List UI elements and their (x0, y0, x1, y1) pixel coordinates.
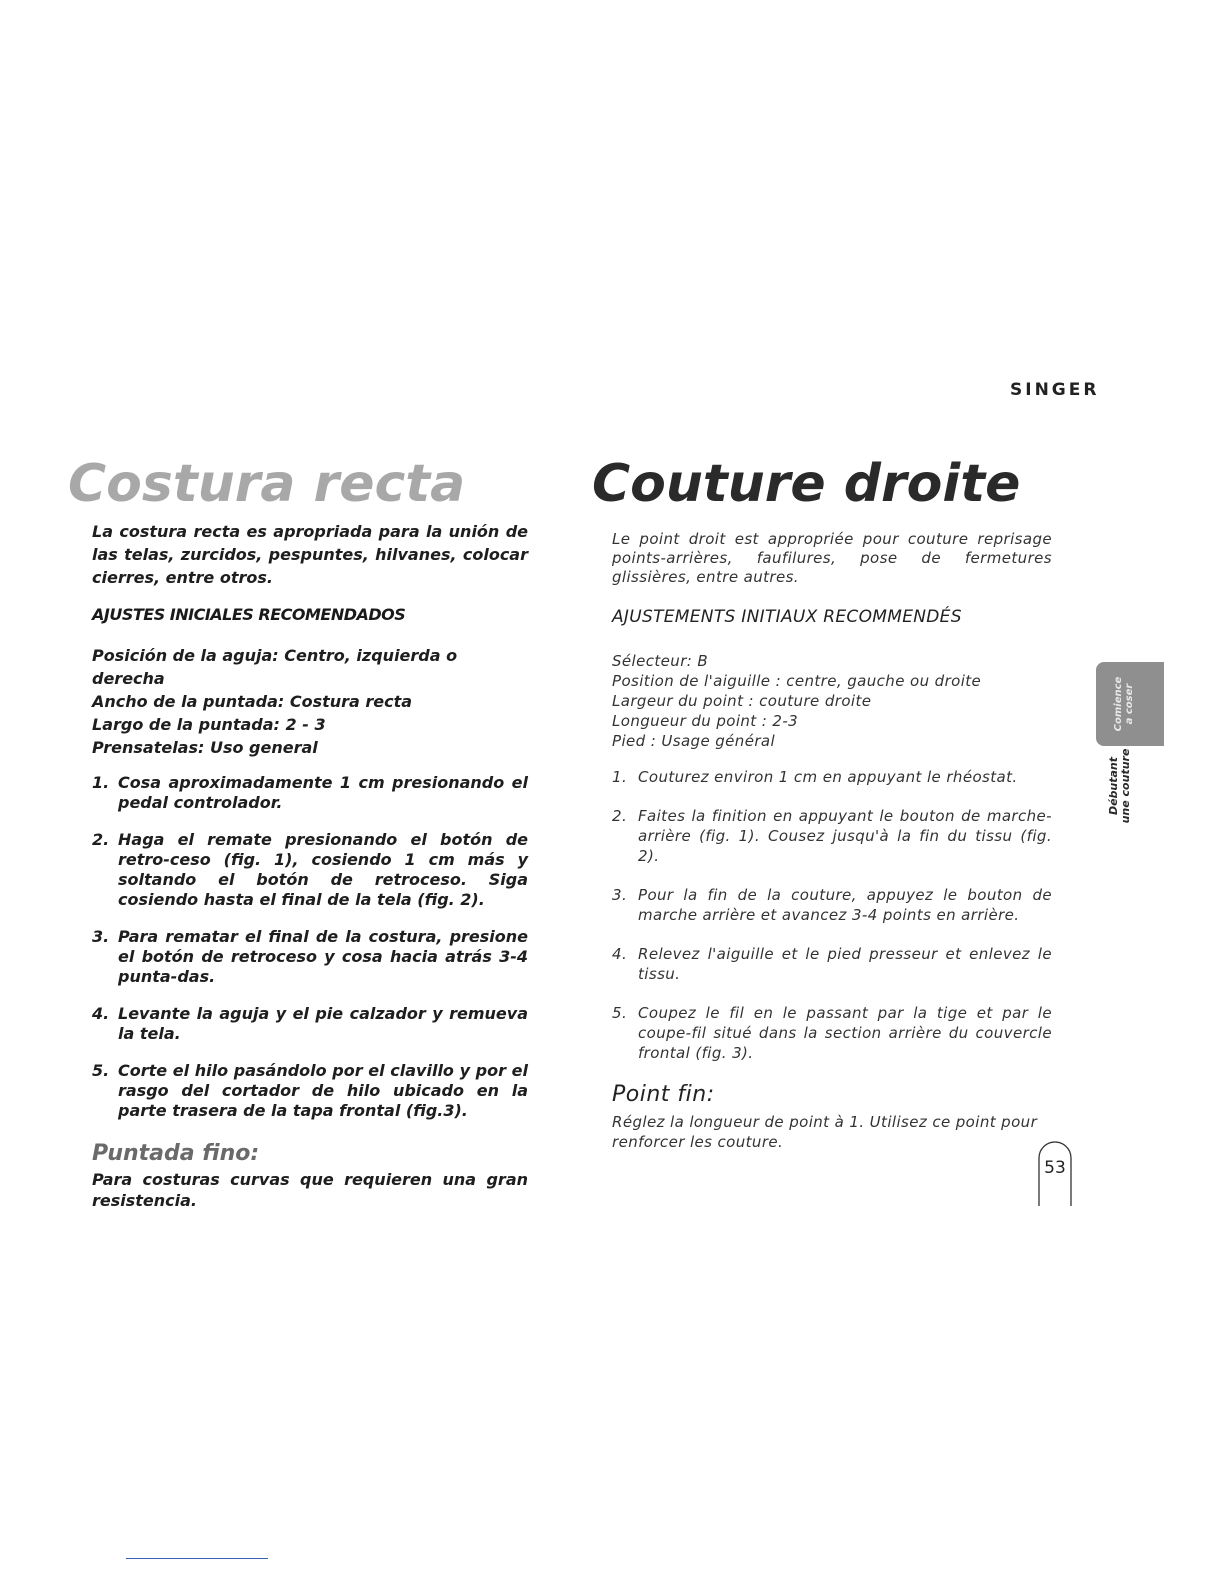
brand-logo: SINGER (1010, 380, 1100, 400)
page-number-badge (1038, 1140, 1072, 1206)
step-number: 3. (92, 927, 110, 946)
step-number: 4. (92, 1004, 110, 1023)
section-tab[interactable] (1096, 662, 1164, 746)
setting-item: Sélecteur: B (612, 652, 709, 670)
french-title: Couture droite (592, 454, 1021, 514)
step-text: Couturez environ 1 cm en appuyant le rhéostat. (638, 768, 1018, 786)
french-paragraph-2: Réglez la longueur de point à 1. Utilisez ce point pour renforcer les couture. (612, 1113, 1038, 1151)
step-item (612, 885, 1052, 925)
french-settings-heading: AJUSTEMENTS INITIAUX RECOMMENDÉS (612, 607, 962, 627)
spanish-subheading-2: Puntada fino: (92, 1141, 260, 1166)
setting-item: Largo de la puntada: 2 - 3 (92, 715, 326, 734)
spanish-intro: La costura recta es apropriada para la unión de las telas, zurcidos, pespuntes, hilvanes, colocar cierres, entre otros. (92, 522, 528, 587)
step-text: Levante la aguja y el pie calzador y remueva la tela. (118, 1004, 528, 1043)
step-text: Cosa aproximadamente 1 cm presionando el pedal controlador. (118, 773, 528, 812)
step-item (92, 1004, 528, 1044)
spanish-title: Costura recta (68, 454, 466, 514)
step-number: 1. (612, 768, 628, 786)
french-column (592, 448, 1052, 1152)
section-tab-label: Comience a coser (1113, 676, 1135, 732)
spanish-column (68, 448, 528, 1211)
setting-item: Position de l'aiguille : centre, gauche ou droite (612, 672, 982, 690)
setting-item: Ancho de la puntada: Costura recta (92, 692, 413, 711)
step-number: 5. (92, 1061, 110, 1080)
step-item (92, 830, 528, 910)
setting-item: Longueur du point : 2-3 (612, 712, 799, 730)
french-body (592, 530, 1052, 1152)
spanish-settings-list (92, 644, 528, 759)
spanish-settings-heading: AJUSTES INICIALES RECOMENDADOS (92, 605, 406, 624)
step-text: Corte el hilo pasándolo por el clavillo y por el rasgo del cortador de hilo ubicado en la parte trasera de la tapa frontal (fig.3). (118, 1061, 528, 1120)
step-text: Relevez l'aiguille et le pied presseur et enlevez le tissu. (638, 945, 1052, 983)
setting-item: Pied : Usage général (612, 732, 776, 750)
french-steps-list (612, 767, 1052, 1063)
bottom-rule (126, 1558, 268, 1559)
step-number: 5. (612, 1004, 628, 1022)
step-item (92, 1061, 528, 1121)
step-item (612, 1003, 1052, 1063)
french-subheading-2: Point fin: (612, 1082, 715, 1107)
step-number: 2. (612, 807, 628, 825)
step-number: 2. (92, 830, 110, 849)
setting-item: Posición de la aguja: Centro, izquierda o derecha (92, 646, 458, 688)
step-item (92, 927, 528, 987)
step-number: 1. (92, 773, 110, 792)
step-item (612, 806, 1052, 866)
french-intro: Le point droit est appropriée pour couture reprisage points-arrières, faufilures, pose de fermetures glissières, entre autres. (612, 530, 1052, 586)
step-item (612, 944, 1052, 984)
step-text: Faites la finition en appuyant le bouton de marche-arrière (fig. 1). Cousez jusqu'à la fin du tissu (fig. 2). (638, 807, 1052, 865)
setting-item: Largeur du point : couture droite (612, 692, 872, 710)
setting-item: Prensatelas: Uso general (92, 738, 318, 757)
spanish-paragraph-2: Para costuras curvas que requieren una gran resistencia. (92, 1170, 528, 1210)
step-text: Pour la fin de la couture, appuyez le bouton de marche arrière et avancez 3-4 points en arrière. (638, 886, 1052, 924)
step-text: Coupez le fil en le passant par la tige et par le coupe-fil situé dans la section arrière du couvercle frontal (fig. 3). (638, 1004, 1052, 1062)
page-number: 53 (1044, 1158, 1066, 1178)
step-text: Para rematar el final de la costura, presione el botón de retroceso y cosa hacia atrás 3-4 punta-das. (118, 927, 528, 986)
section-side-label: Débutant une couture (1107, 748, 1132, 824)
step-number: 3. (612, 886, 628, 904)
step-text: Haga el remate presionando el botón de retro-ceso (fig. 1), cosiendo 1 cm más y soltando el botón de retroceso. Siga cosiendo hasta el final de la tela (fig. 2). (118, 830, 528, 909)
spanish-body (68, 520, 528, 1211)
step-number: 4. (612, 945, 628, 963)
french-settings-list (612, 651, 1052, 751)
spanish-steps-list (92, 773, 528, 1121)
step-item (612, 767, 1052, 787)
step-item (92, 773, 528, 813)
